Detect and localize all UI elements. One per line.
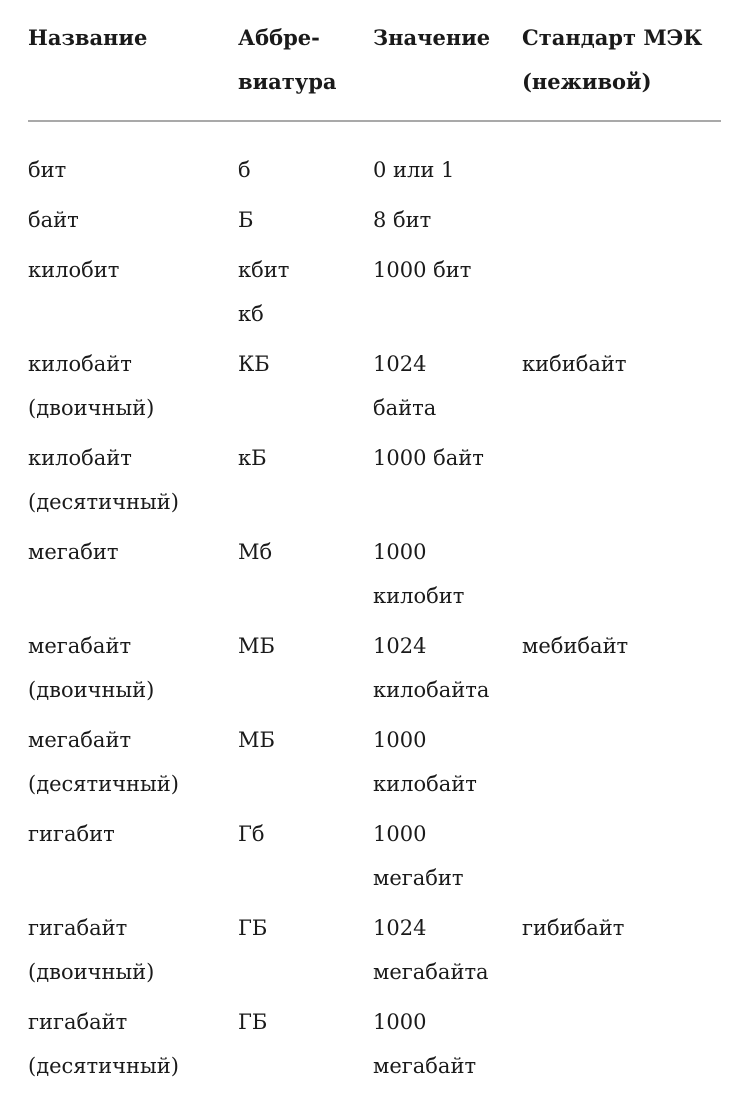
cell-value bbox=[373, 530, 522, 624]
cell-text: 1000 bbox=[373, 1010, 427, 1034]
cell-text: 1000 бит bbox=[373, 258, 472, 282]
cell-name bbox=[28, 342, 238, 436]
cell-text: 1000 bbox=[373, 540, 427, 564]
cell-text: 8 бит bbox=[373, 208, 432, 232]
cell-text: 1000 байт bbox=[373, 446, 484, 470]
cell-text: байт bbox=[28, 208, 79, 232]
cell-abbreviation bbox=[238, 530, 373, 624]
cell-text: мегабайт bbox=[28, 634, 132, 658]
cell-value bbox=[373, 1000, 522, 1094]
cell-abbreviation bbox=[238, 1000, 373, 1094]
cell-name bbox=[28, 1000, 238, 1094]
table-row bbox=[28, 718, 721, 812]
cell-text: МБ bbox=[238, 728, 275, 752]
cell-text: бит bbox=[28, 158, 67, 182]
cell-text: кбит bbox=[238, 258, 290, 282]
table-row bbox=[28, 906, 721, 1000]
cell-abbreviation bbox=[238, 624, 373, 718]
cell-text: гигабайт bbox=[28, 916, 128, 940]
cell-value bbox=[373, 121, 522, 198]
cell-iec-standard bbox=[522, 812, 721, 906]
cell-text: (десятичный) bbox=[28, 772, 179, 796]
table-row bbox=[28, 342, 721, 436]
cell-text: ГБ bbox=[238, 1010, 268, 1034]
cell-text: мегабайта bbox=[373, 960, 489, 984]
cell-text: 1000 bbox=[373, 822, 427, 846]
cell-text: б bbox=[238, 158, 251, 182]
cell-iec-standard bbox=[522, 1000, 721, 1094]
cell-abbreviation bbox=[238, 121, 373, 198]
cell-text: (двоичный) bbox=[28, 678, 155, 702]
cell-text: мегабит bbox=[28, 540, 119, 564]
cell-text: гигабайт bbox=[28, 1010, 128, 1034]
cell-iec-standard bbox=[522, 624, 721, 718]
cell-text: ГБ bbox=[238, 916, 268, 940]
cell-text: Гб bbox=[238, 822, 265, 846]
cell-text: мегабайт bbox=[373, 1054, 477, 1078]
cell-text: 1024 bbox=[373, 634, 427, 658]
units-table bbox=[28, 16, 721, 1094]
cell-text: кибибайт bbox=[522, 352, 627, 376]
header-value bbox=[373, 16, 522, 121]
cell-value bbox=[373, 248, 522, 342]
table-row bbox=[28, 530, 721, 624]
cell-name bbox=[28, 906, 238, 1000]
table-body bbox=[28, 121, 721, 1094]
cell-text: килобайт bbox=[28, 446, 132, 470]
cell-text: (десятичный) bbox=[28, 490, 179, 514]
header-iec-standard bbox=[522, 16, 721, 121]
cell-text: байта bbox=[373, 396, 437, 420]
cell-abbreviation bbox=[238, 812, 373, 906]
cell-name bbox=[28, 121, 238, 198]
cell-text: гигабит bbox=[28, 822, 115, 846]
cell-abbreviation bbox=[238, 436, 373, 530]
header-text: Аббре- bbox=[238, 25, 320, 50]
cell-text: гибибайт bbox=[522, 916, 625, 940]
table-row bbox=[28, 198, 721, 248]
cell-text: Мб bbox=[238, 540, 273, 564]
cell-value bbox=[373, 906, 522, 1000]
cell-iec-standard bbox=[522, 718, 721, 812]
table-row bbox=[28, 1000, 721, 1094]
cell-iec-standard bbox=[522, 530, 721, 624]
cell-name bbox=[28, 248, 238, 342]
header-text: Название bbox=[28, 25, 148, 50]
cell-text: килобайт bbox=[373, 772, 477, 796]
cell-value bbox=[373, 342, 522, 436]
cell-iec-standard bbox=[522, 436, 721, 530]
cell-value bbox=[373, 198, 522, 248]
cell-value bbox=[373, 436, 522, 530]
cell-value bbox=[373, 718, 522, 812]
cell-text: килобит bbox=[373, 584, 465, 608]
table-row bbox=[28, 624, 721, 718]
cell-abbreviation bbox=[238, 198, 373, 248]
cell-value bbox=[373, 624, 522, 718]
cell-text: мегабайт bbox=[28, 728, 132, 752]
cell-text: мебибайт bbox=[522, 634, 629, 658]
header-text: Значение bbox=[373, 25, 491, 50]
cell-text: мегабит bbox=[373, 866, 464, 890]
cell-iec-standard bbox=[522, 342, 721, 436]
table-row bbox=[28, 121, 721, 198]
cell-abbreviation bbox=[238, 342, 373, 436]
cell-iec-standard bbox=[522, 121, 721, 198]
cell-text: МБ bbox=[238, 634, 275, 658]
cell-text: 0 или 1 bbox=[373, 158, 455, 182]
cell-iec-standard bbox=[522, 248, 721, 342]
cell-text: килобайт bbox=[28, 352, 132, 376]
cell-iec-standard bbox=[522, 198, 721, 248]
cell-text: 1024 bbox=[373, 352, 427, 376]
cell-abbreviation bbox=[238, 906, 373, 1000]
cell-name bbox=[28, 624, 238, 718]
cell-name bbox=[28, 530, 238, 624]
header-row bbox=[28, 16, 721, 121]
cell-text: (двоичный) bbox=[28, 396, 155, 420]
cell-iec-standard bbox=[522, 906, 721, 1000]
header-name bbox=[28, 16, 238, 121]
cell-text: Б bbox=[238, 208, 254, 232]
header-text: (неживой) bbox=[522, 69, 652, 94]
cell-text: килобайта bbox=[373, 678, 490, 702]
cell-text: КБ bbox=[238, 352, 270, 376]
cell-name bbox=[28, 718, 238, 812]
header-abbreviation bbox=[238, 16, 373, 121]
header-text: Стандарт МЭК bbox=[522, 25, 703, 50]
header-text: виатура bbox=[238, 69, 337, 94]
cell-text: кб bbox=[238, 302, 264, 326]
cell-abbreviation bbox=[238, 248, 373, 342]
cell-name bbox=[28, 436, 238, 530]
table-row bbox=[28, 436, 721, 530]
cell-text: 1000 bbox=[373, 728, 427, 752]
cell-text: 1024 bbox=[373, 916, 427, 940]
cell-value bbox=[373, 812, 522, 906]
table-header bbox=[28, 16, 721, 121]
table-row bbox=[28, 812, 721, 906]
cell-text: кБ bbox=[238, 446, 267, 470]
cell-text: (двоичный) bbox=[28, 960, 155, 984]
cell-abbreviation bbox=[238, 718, 373, 812]
cell-text: (десятичный) bbox=[28, 1054, 179, 1078]
cell-name bbox=[28, 198, 238, 248]
cell-text: килобит bbox=[28, 258, 120, 282]
table-row bbox=[28, 248, 721, 342]
cell-name bbox=[28, 812, 238, 906]
